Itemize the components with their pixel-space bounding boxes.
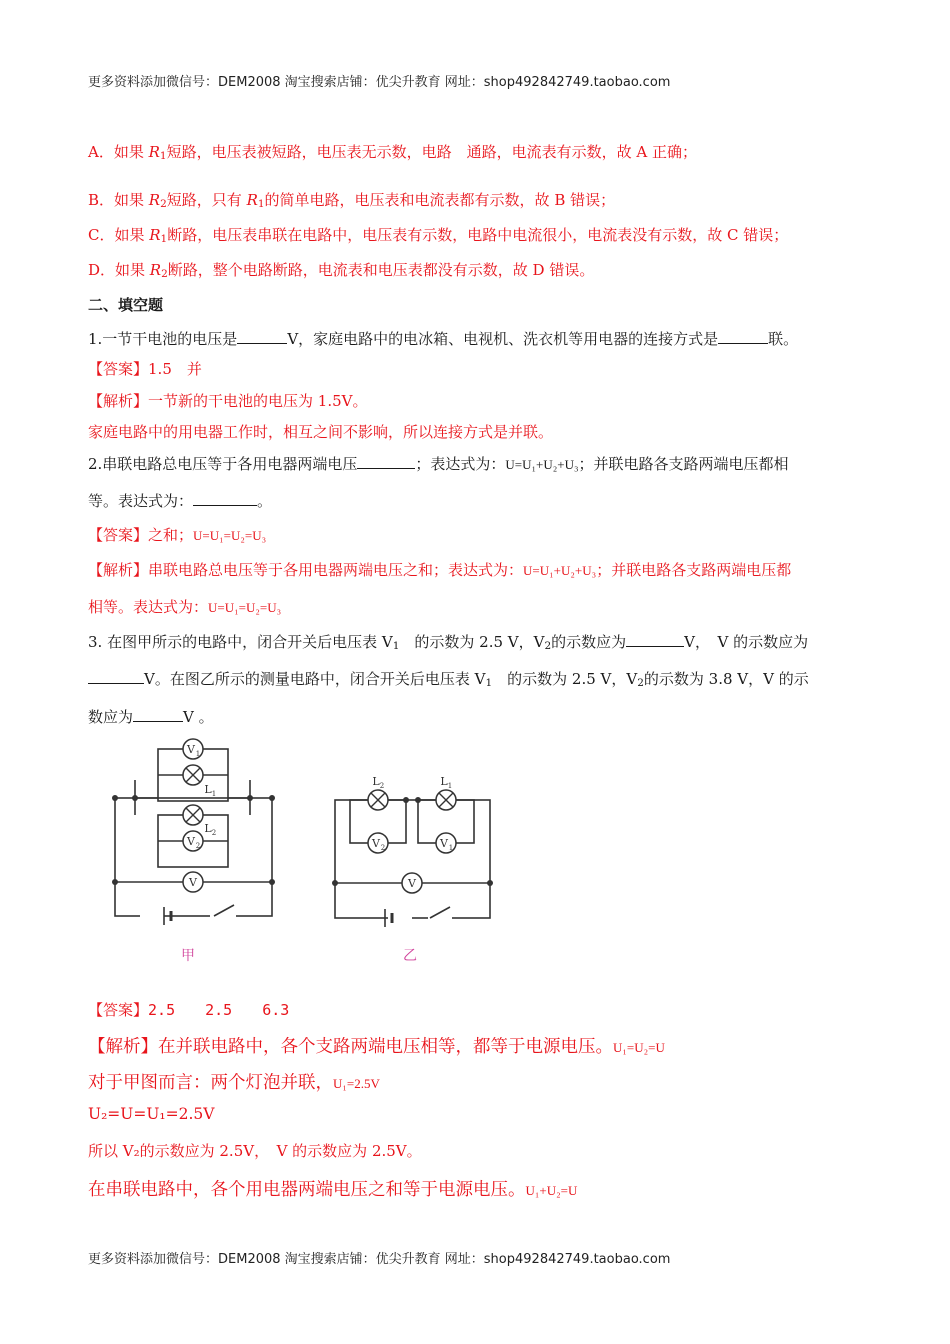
q2-analysis-line2: 相等。表达式为：U=U₁=U₂=U₃ (88, 598, 282, 616)
q3-blank-3[interactable] (133, 707, 183, 722)
q2-question-line2: 等。表达式为： 。 (88, 492, 273, 510)
q3-question-line1: 3. 在图甲所示的电路中，闭合开关后电压表 $V_1$ 的示数为 2.5 V，$V_2$的示数应为 V， V 的示数应为 (88, 633, 809, 652)
q1-answer: 【答案】1.5 并 (88, 360, 202, 378)
q3-analysis-1: 【解析】在并联电路中，各个支路两端电压相等，都等于电源电压。U₁=U₂=U (88, 1037, 665, 1057)
q1-blank-2[interactable] (718, 329, 768, 344)
option-d: D．如果 $R_2$断路，整个电路断路，电流表和电压表都没有示数，故 D 错误。 (88, 261, 595, 280)
page-footer: 更多资料添加微信号：DEM2008 淘宝搜索店铺：优尖升教育 网址：shop492842749.taobao.com (88, 1252, 671, 1267)
svg-text:2: 2 (380, 844, 386, 852)
svg-text:V: V (440, 837, 448, 850)
q2-blank-1[interactable] (357, 454, 415, 469)
q3-analysis-4: 所以 V₂的示数应为 2.5V， V 的示数应为 2.5V。 (88, 1142, 422, 1160)
q3-blank-1[interactable] (626, 632, 684, 647)
meter-v1-label: V (187, 743, 195, 756)
svg-text:2: 2 (211, 829, 217, 837)
option-b: B．如果 $R_2$短路，只有 $R_1$的简单电路，电压表和电流表都有示数，故 B 错误； (88, 191, 616, 210)
option-a: A．如果 $R_1$短路，电压表被短路，电压表无示数，电路 通路，电流表有示数，故 A 正确； (88, 143, 697, 162)
q3-analysis-3: U₂=U=U₁=2.5V (88, 1105, 215, 1123)
q2-answer: 【答案】之和；U=U₁=U₂=U₃ (88, 526, 267, 544)
option-c: C．如果 $R_1$断路，电压表串联在电路中，电压表有示数，电路中电流很小，电流表没有示数，故 C 错误； (88, 226, 789, 245)
svg-text:L: L (204, 783, 212, 796)
q2-question-line1: 2.串联电路总电压等于各用电器两端电压 ；表达式为：U=U₁+U₂+U₃；并联电路各支路两端电压都相 (88, 455, 789, 473)
svg-text:2: 2 (195, 842, 201, 850)
q3-question-line2: V。在图乙所示的测量电路中，闭合开关后电压表 $V_1$ 的示数为 2.5 V，$V_2$的示数为 3.8 V，V 的示 (88, 668, 809, 689)
q1-blank-1[interactable] (237, 329, 287, 344)
circuit-figure (100, 735, 540, 975)
svg-text:1: 1 (448, 844, 454, 852)
q1-analysis-2: 家庭电路中的用电器工作时，相互之间不影响，所以连接方式是并联。 (88, 423, 554, 441)
figure-label-yi: 乙 (403, 948, 417, 964)
q3-question-line3: 数应为 V 。 (88, 708, 214, 726)
q1-question: 1.一节干电池的电压是 V，家庭电路中的电冰箱、电视机、洗衣机等用电器的连接方式是 联。 (88, 330, 799, 348)
meter-v-label: V (189, 876, 197, 889)
svg-text:L: L (204, 822, 212, 835)
circuit-yi (335, 800, 490, 927)
svg-text:V: V (372, 837, 380, 850)
q1-analysis-1: 【解析】一节新的干电池的电压为 1.5V。 (88, 392, 368, 410)
svg-text:1: 1 (195, 750, 201, 758)
svg-text:1: 1 (211, 790, 217, 798)
svg-text:L: L (372, 775, 380, 788)
section-title: 二、填空题 (88, 296, 164, 314)
q2-blank-2[interactable] (193, 491, 257, 506)
q3-analysis-2: 对于甲图而言：两个灯泡并联，U₁=2.5V (88, 1073, 380, 1093)
q3-blank-2[interactable] (88, 669, 144, 684)
q2-analysis-line1: 【解析】串联电路总电压等于各用电器两端电压之和；表达式为：U=U₁+U₂+U₃；并联电路各支路两端电压都 (88, 561, 792, 579)
q3-answer: 【答案】2.5 2.5 6.3 (88, 1001, 290, 1019)
svg-text:2: 2 (379, 782, 385, 790)
svg-text:1: 1 (447, 782, 453, 790)
page-header: 更多资料添加微信号：DEM2008 淘宝搜索店铺：优尖升教育 网址：shop492842749.taobao.com (88, 75, 671, 90)
figure-label-jia: 甲 (181, 948, 195, 964)
svg-text:L: L (440, 775, 448, 788)
svg-text:V: V (408, 877, 416, 890)
meter-v2-label: V (187, 835, 195, 848)
q3-analysis-5: 在串联电路中，各个用电器两端电压之和等于电源电压。U₁+U₂=U (88, 1180, 578, 1200)
